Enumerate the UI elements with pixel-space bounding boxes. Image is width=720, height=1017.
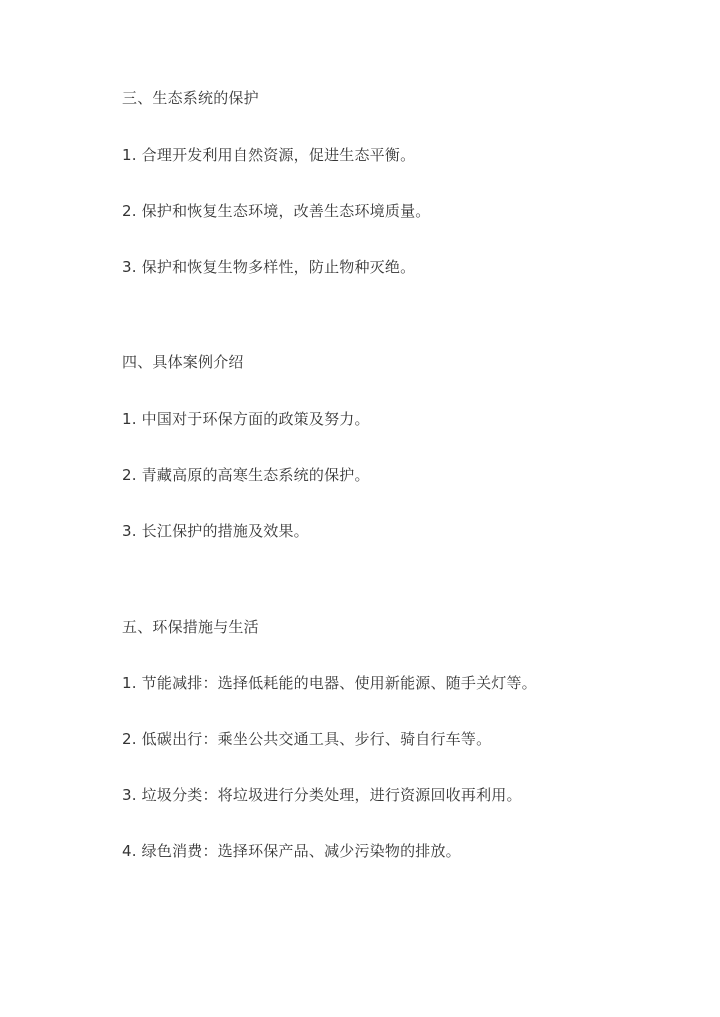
list-item: 4. 绿色消费：选择环保产品、减少污染物的排放。 [122,842,461,860]
section-heading-ecosystem-protection: 三、生态系统的保护 [122,89,259,107]
list-item: 1. 节能减排：选择低耗能的电器、使用新能源、随手关灯等。 [122,674,537,692]
list-item: 3. 垃圾分类：将垃圾进行分类处理，进行资源回收再利用。 [122,786,522,804]
list-item: 2. 青藏高原的高寒生态系统的保护。 [122,466,370,484]
section-heading-case-studies: 四、具体案例介绍 [122,353,244,371]
list-item: 2. 低碳出行：乘坐公共交通工具、步行、骑自行车等。 [122,730,492,748]
list-item: 3. 长江保护的措施及效果。 [122,522,309,540]
list-item: 2. 保护和恢复生态环境，改善生态环境质量。 [122,202,431,220]
list-item: 1. 合理开发利用自然资源，促进生态平衡。 [122,146,416,164]
section-heading-eco-measures-life: 五、环保措施与生活 [122,618,259,636]
list-item: 1. 中国对于环保方面的政策及努力。 [122,410,370,428]
list-item: 3. 保护和恢复生物多样性，防止物种灭绝。 [122,258,416,276]
